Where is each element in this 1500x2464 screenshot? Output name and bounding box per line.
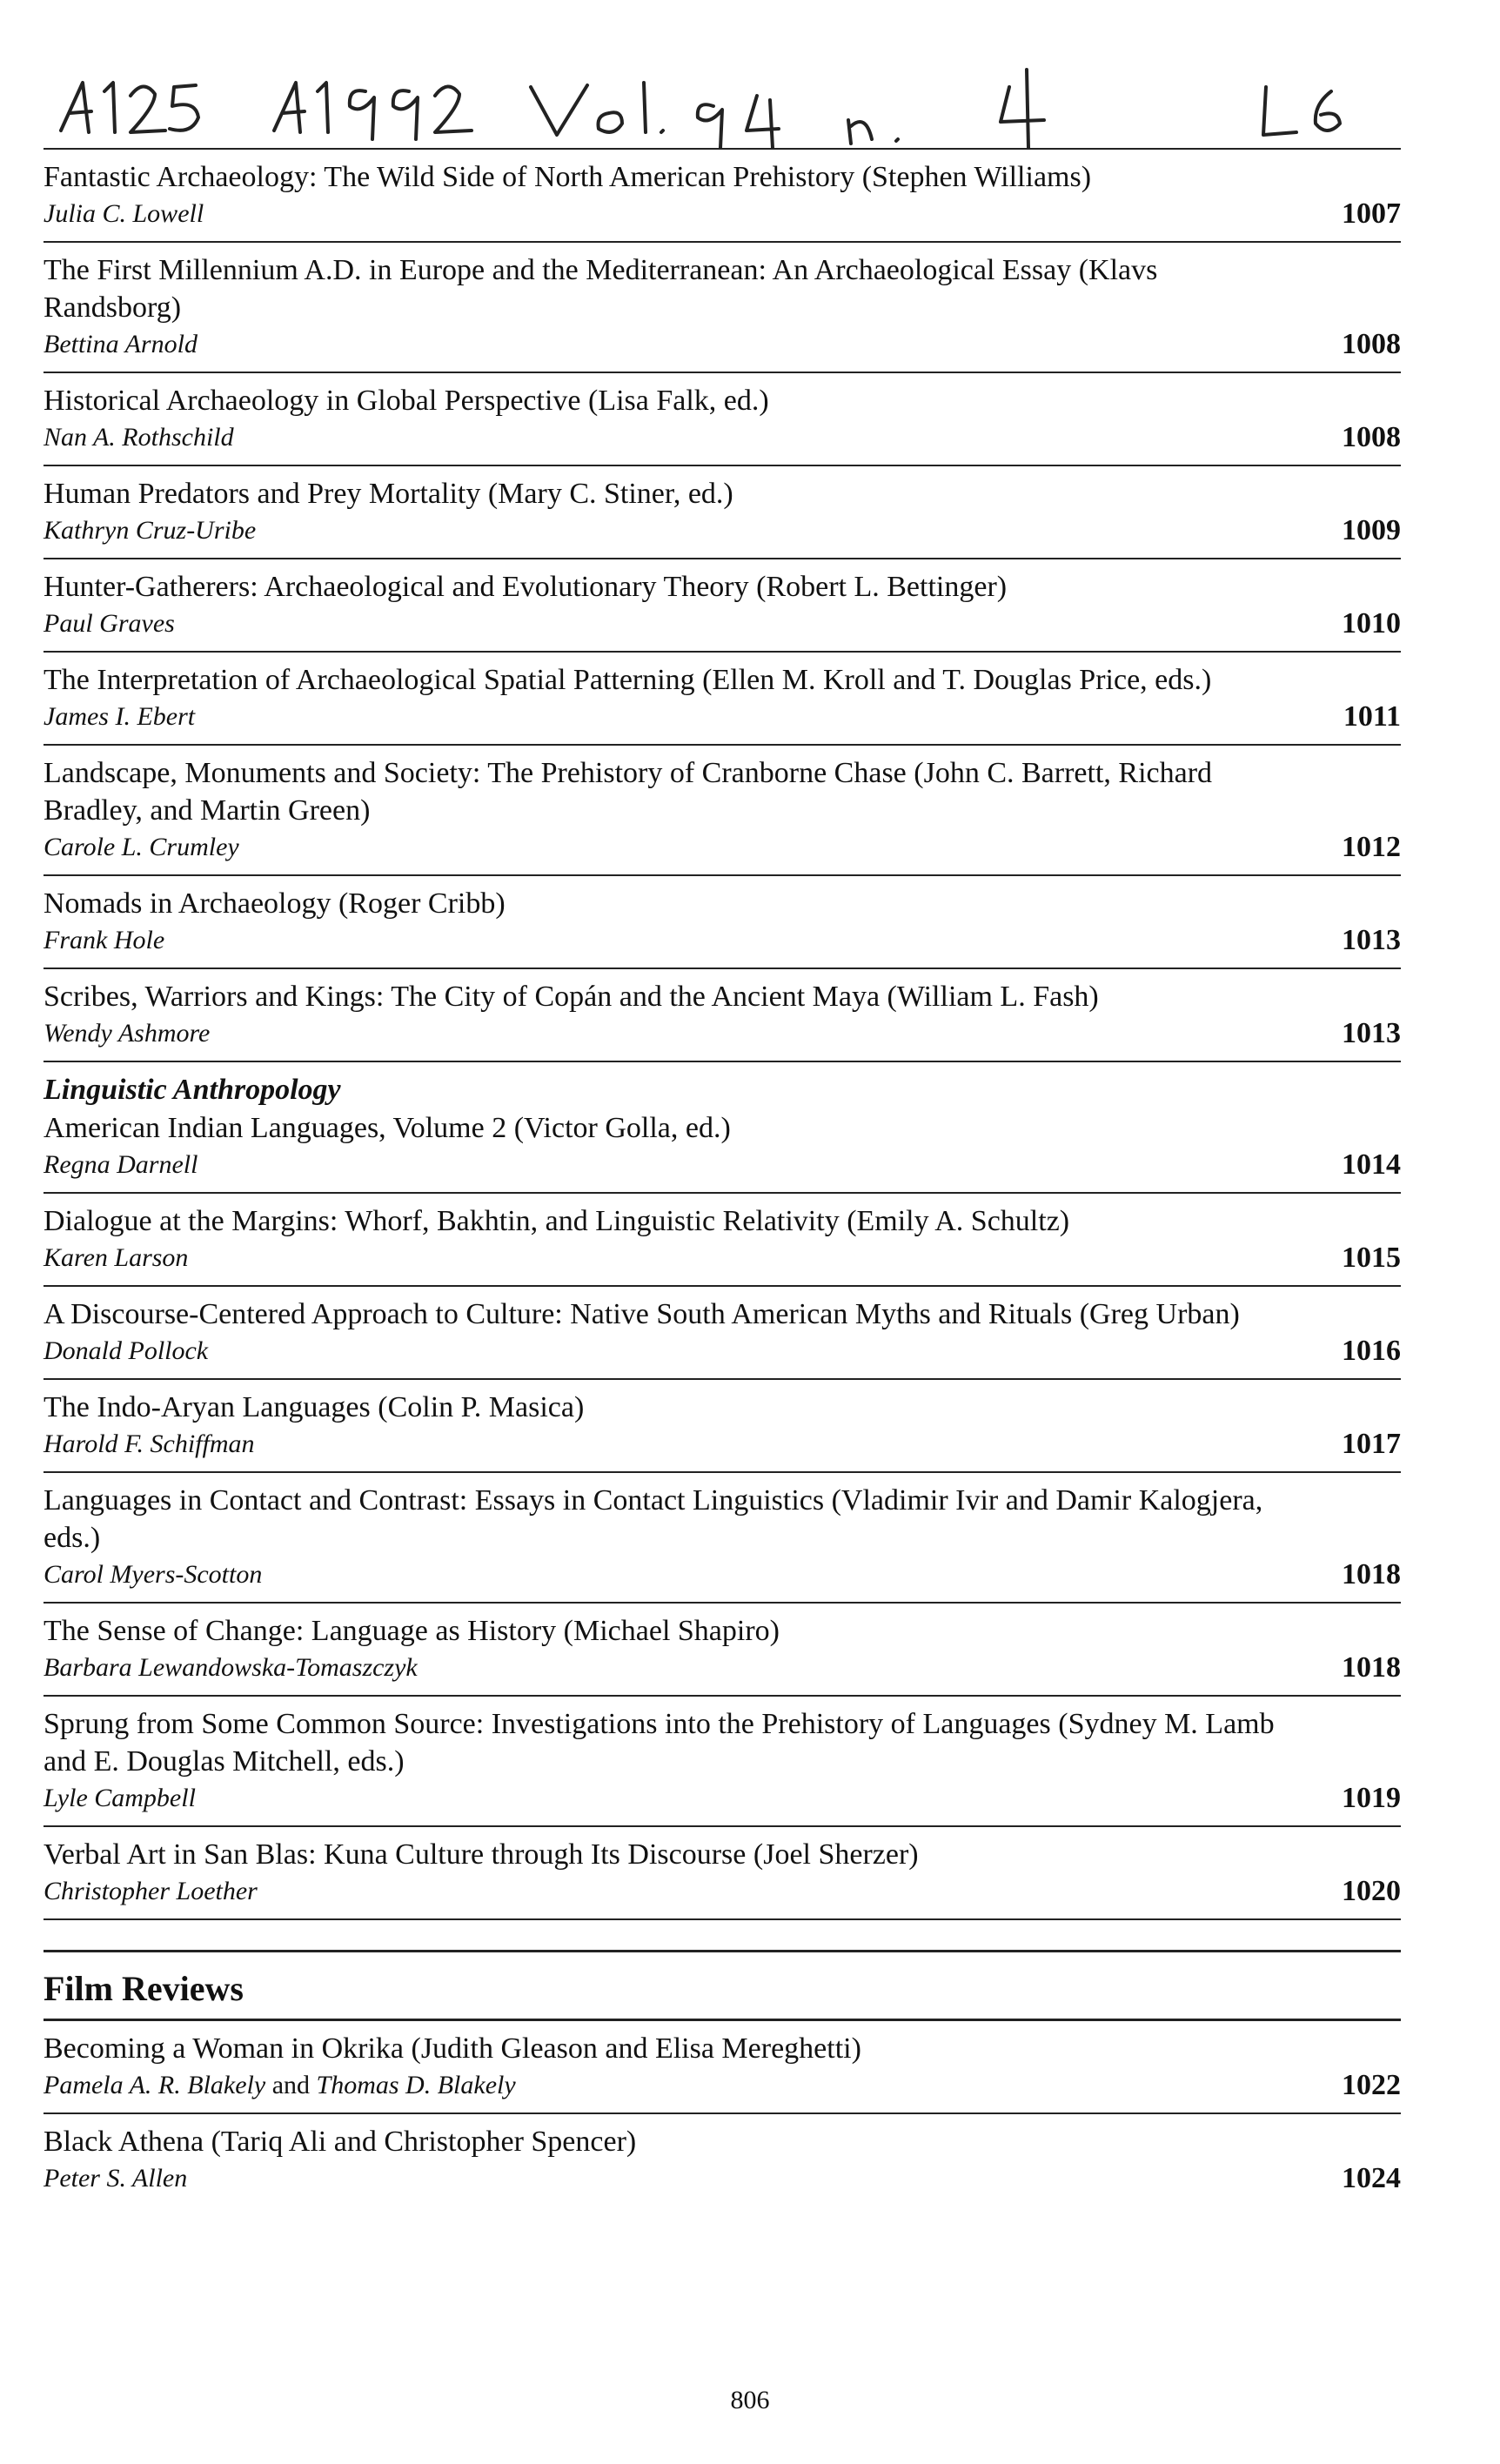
entry-reviewer: Julia C. Lowell: [44, 199, 204, 228]
entry-page: 1018: [1342, 1651, 1401, 1684]
list-item: [44, 559, 1401, 653]
entry-title: Landscape, Monuments and Society: The Prehistory of Cranborne Chase (John C. Barrett, Richard Bradley, and Martin Green): [44, 757, 1213, 827]
entry-page: 1020: [1342, 1875, 1401, 1907]
list-item: [44, 746, 1401, 876]
entry-reviewer: Carole L. Crumley: [44, 833, 239, 861]
entry-reviewer: Kathryn Cruz-Uribe: [44, 516, 257, 545]
page-number: 806: [730, 2386, 770, 2414]
entry-title: Languages in Contact and Contrast: Essays in Contact Linguistics (Vladimir Ivir and Damir Kalogjera, eds.): [44, 1484, 1263, 1554]
list-item: [44, 373, 1401, 466]
entry-reviewer: Harold F. Schiffman: [44, 1430, 255, 1458]
reviewer-name: Pamela A. R. Blakely: [44, 2071, 266, 2099]
list-item: [44, 1827, 1401, 1920]
contents-page: [44, 148, 1401, 2206]
entry-title: Verbal Art in San Blas: Kuna Culture through Its Discourse (Joel Sherzer): [44, 1838, 919, 1871]
entry-page: 1015: [1342, 1242, 1401, 1274]
entry-page: 1012: [1342, 831, 1401, 863]
reviewer-name: Thomas D. Blakely: [316, 2071, 516, 2099]
list-item: [44, 969, 1401, 1062]
entry-page: 1016: [1342, 1335, 1401, 1367]
archaeology-reviews-list: [44, 150, 1401, 1062]
entry-reviewer: Paul Graves: [44, 609, 175, 638]
entry-title: Historical Archaeology in Global Perspective (Lisa Falk, ed.): [44, 385, 769, 417]
entry-reviewer: Bettina Arnold: [44, 330, 198, 358]
list-item: [44, 1287, 1401, 1380]
list-item: [44, 1473, 1401, 1604]
entry-reviewer: Christopher Loether: [44, 1877, 258, 1905]
entry-title: Dialogue at the Margins: Whorf, Bakhtin, and Linguistic Relativity (Emily A. Schultz): [44, 1205, 1070, 1237]
list-item: [44, 1194, 1401, 1287]
entry-reviewer: Wendy Ashmore: [44, 1019, 211, 1048]
list-item: [44, 2114, 1401, 2206]
linguistic-anthropology-section: [44, 1062, 1401, 1920]
entry-reviewer: Donald Pollock: [44, 1336, 209, 1365]
entry-page: 1014: [1342, 1148, 1401, 1181]
entry-title: Black Athena (Tariq Ali and Christopher Spencer): [44, 2126, 637, 2158]
list-item: [44, 1380, 1401, 1473]
entry-title: Hunter-Gatherers: Archaeological and Evolutionary Theory (Robert L. Bettinger): [44, 571, 1008, 603]
entry-page: 1019: [1342, 1782, 1401, 1814]
entry-page: 1008: [1342, 328, 1401, 360]
list-item: [44, 243, 1401, 373]
entry-reviewer: Peter S. Allen: [44, 2164, 188, 2193]
entry-title: The Indo-Aryan Languages (Colin P. Masica): [44, 1391, 585, 1423]
entry-reviewer: Barbara Lewandowska-Tomaszczyk: [44, 1653, 418, 1682]
entry-page: 1018: [1342, 1558, 1401, 1590]
entry-title: Nomads in Archaeology (Roger Cribb): [44, 887, 506, 920]
entry-page: 1008: [1342, 421, 1401, 453]
subsection-heading: Linguistic Anthropology: [44, 1074, 341, 1106]
list-item: [44, 466, 1401, 559]
list-item: [44, 1604, 1401, 1697]
entry-page: 1022: [1342, 2069, 1401, 2101]
entry-reviewer: Lyle Campbell: [44, 1784, 196, 1812]
entry-title: A Discourse-Centered Approach to Culture: Native South American Myths and Rituals (Greg Urban): [44, 1298, 1240, 1330]
entry-page: 1010: [1342, 607, 1401, 639]
entry-page: 1013: [1342, 1017, 1401, 1049]
reviewer-joiner: and: [271, 2071, 311, 2099]
entry-title: Human Predators and Prey Mortality (Mary C. Stiner, ed.): [44, 478, 733, 510]
list-item: [44, 1062, 1401, 1194]
entry-title: The Interpretation of Archaeological Spatial Patterning (Ellen M. Kroll and T. Douglas Price, eds.): [44, 664, 1212, 696]
handwritten-annotation: [44, 52, 1401, 157]
entry-page: 1013: [1342, 924, 1401, 956]
entry-page: 1009: [1342, 514, 1401, 546]
list-item: [44, 150, 1401, 243]
entry-page: 1007: [1342, 198, 1401, 230]
entry-title: Fantastic Archaeology: The Wild Side of North American Prehistory (Stephen Williams): [44, 161, 1092, 193]
entry-title: American Indian Languages, Volume 2 (Victor Golla, ed.): [44, 1112, 731, 1144]
entry-page: 1017: [1342, 1428, 1401, 1460]
section-divider: [44, 1920, 1401, 1952]
entry-reviewer: Carol Myers-Scotton: [44, 1560, 263, 1589]
entry-reviewer: Regna Darnell: [44, 1150, 198, 1179]
entry-page: 1024: [1342, 2162, 1401, 2194]
entry-title: The First Millennium A.D. in Europe and the Mediterranean: An Archaeological Essay (Klavs Randsborg): [44, 254, 1158, 324]
linguistic-reviews-list: [44, 1194, 1401, 1920]
entry-title: Scribes, Warriors and Kings: The City of Copán and the Ancient Maya (William L. Fash): [44, 981, 1099, 1013]
entry-title: Becoming a Woman in Okrika (Judith Gleason and Elisa Mereghetti): [44, 2032, 861, 2065]
list-item: [44, 1697, 1401, 1827]
entry-title: The Sense of Change: Language as History (Michael Shapiro): [44, 1615, 780, 1647]
film-reviews-list: [44, 2021, 1401, 2206]
entry-reviewer: Frank Hole: [44, 926, 165, 954]
entry-page: 1011: [1343, 700, 1401, 733]
list-item: [44, 2021, 1401, 2114]
entry-reviewer: James I. Ebert: [44, 702, 196, 731]
section-heading: Film Reviews: [44, 1952, 1401, 2021]
list-item: [44, 653, 1401, 746]
entry-reviewer: Nan A. Rothschild: [44, 423, 234, 452]
entry-reviewer: [44, 2067, 1279, 2104]
handwritten-ink: [44, 52, 1401, 157]
entry-title: Sprung from Some Common Source: Investigations into the Prehistory of Languages (Sydney M. Lamb and E. Douglas Mitchell, eds.): [44, 1708, 1275, 1778]
entry-reviewer: Karen Larson: [44, 1243, 189, 1272]
list-item: [44, 876, 1401, 969]
